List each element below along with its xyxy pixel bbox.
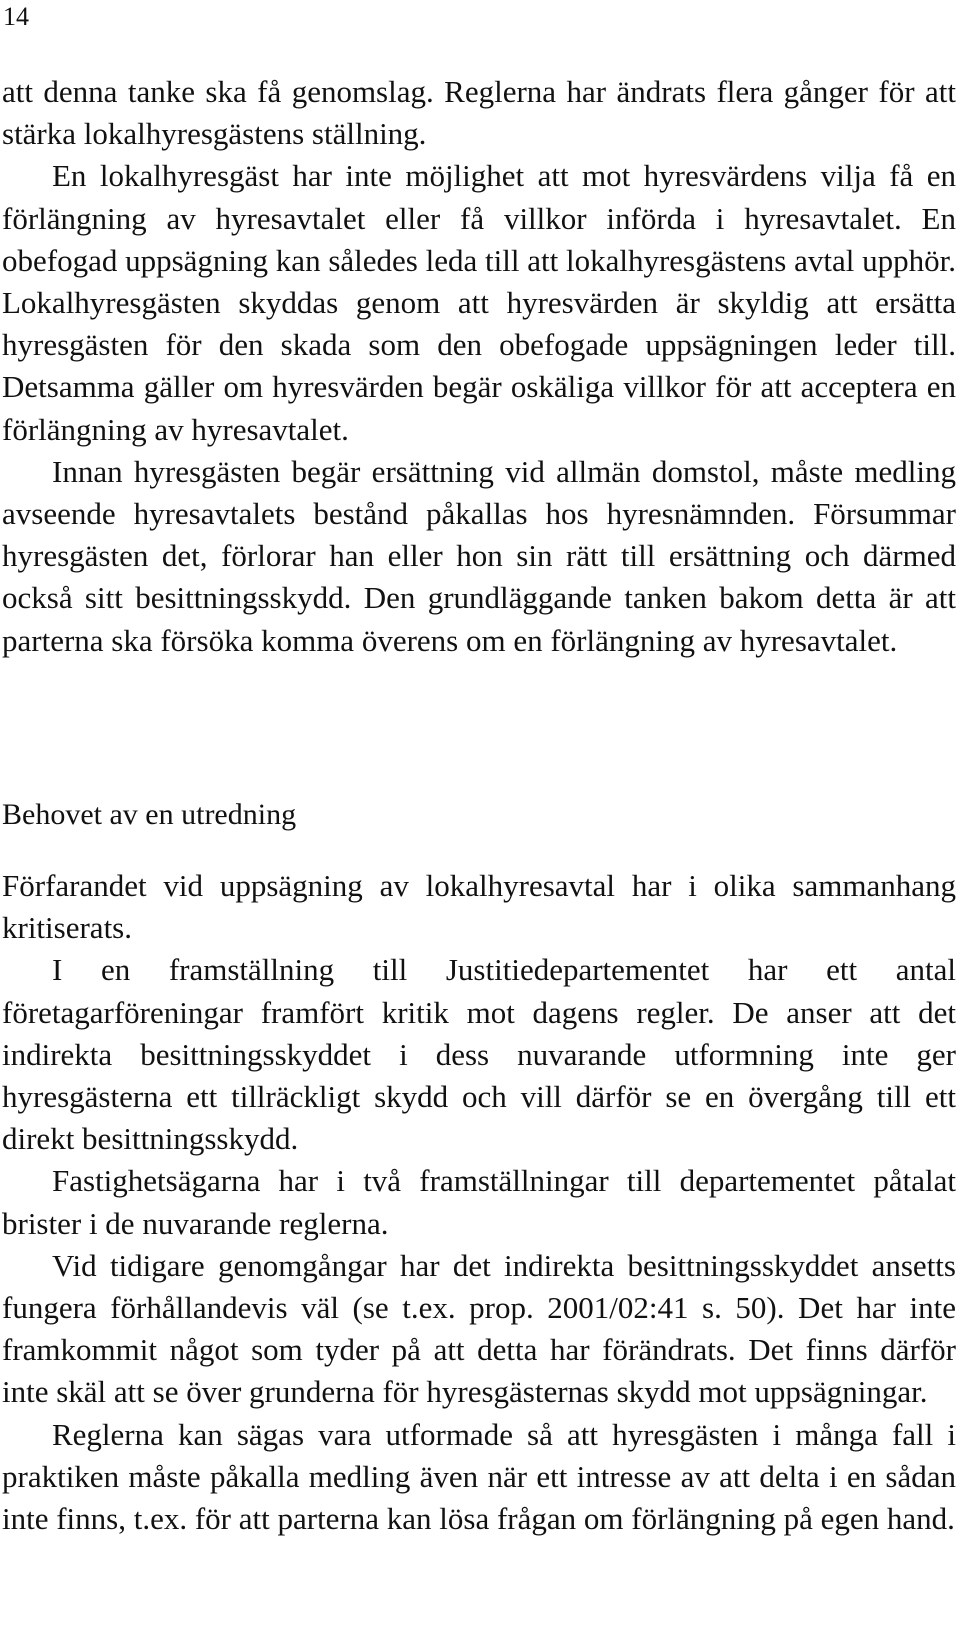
section-heading: Behovet av en utredning [2,798,297,831]
paragraph: En lokalhyresgäst har inte möjlighet att mot hyresvärdens vilja få en förlängning av hyresavtalet eller få villkor införda i hyresavtalet. En obefogad uppsägning kan således leda till att lokalhyresgästens avtal upphör. Lokalhyresgästen skyddas genom att hyresvärden är skyldig att ersätta hyresgästen för den skada som den obefogade uppsägningen leder till. Detsamma gäller om hyresvärden begär oskäliga villkor för att acceptera en förlängning av hyresavtalet. [2,158,956,447]
paragraph: Vid tidigare genomgångar har det indirekta besittningsskyddet ansetts fungera förhållandevis väl (se t.ex. prop. 2001/02:41 s. 50). Det har inte framkommit något som tyder på att detta har förändrats. Det finns därför inte skäl att se över grunderna för hyresgästernas skydd mot uppsägningar. [2,1247,956,1410]
page-number: 14 [3,2,29,31]
paragraph-continuation: att denna tanke ska få genomslag. Reglerna har ändrats flera gånger för att stärka lokalhyresgästens ställning. [2,74,956,152]
body-text-bottom [2,865,956,1540]
body-text-top [2,71,956,662]
paragraph: Reglerna kan sägas vara utformade så att hyresgästen i många fall i praktiken måste påkalla medling även när ett intresse av att delta i en sådan inte finns, t.ex. för att parterna kan lösa frågan om förlängning på egen hand. [2,1416,956,1537]
paragraph: I en framställning till Justitiedepartementet har ett antal företagarföreningar framfört kritik mot dagens regler. De anser att det indirekta besittningsskyddet i dess nuvarande utformning inte ger hyresgästerna ett tillräckligt skydd och vill därför se en övergång till ett direkt besittningsskydd. [2,952,956,1157]
paragraph: Förfarandet vid uppsägning av lokalhyresavtal har i olika sammanhang kritiserats. [2,868,956,946]
paragraph: Fastighetsägarna har i två framställningar till departementet påtalat brister i de nuvarande reglerna. [2,1163,956,1241]
paragraph: Innan hyresgästen begär ersättning vid allmän domstol, måste medling avseende hyresavtalets bestånd påkallas hos hyresnämnden. Försummar hyresgästen det, förlorar han eller hon sin rätt till ersättning och därmed också sitt besittningsskydd. Den grundläggande tanken bakom detta är att parterna ska försöka komma överens om en förlängning av hyresavtalet. [2,453,956,658]
